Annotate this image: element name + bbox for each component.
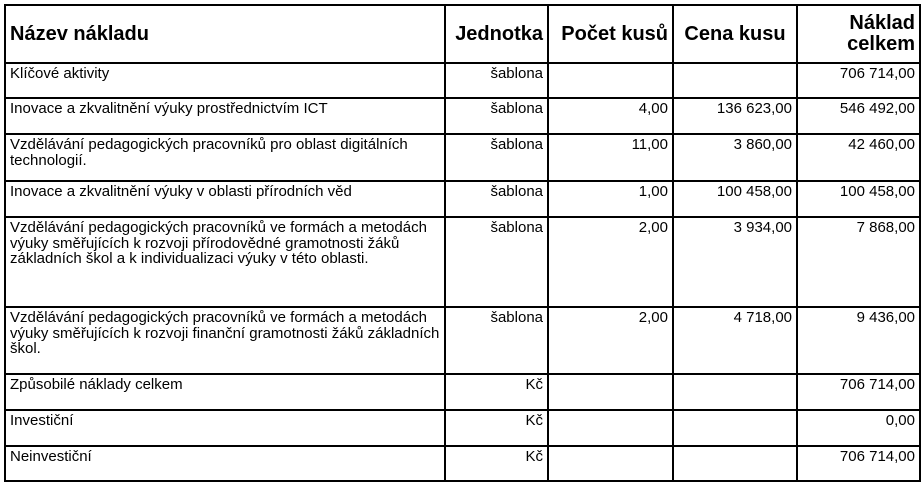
cell-name: Způsobilé náklady celkem <box>5 374 445 410</box>
table-row <box>5 446 920 481</box>
cost-table-header <box>5 5 920 63</box>
cost-table-body <box>5 63 920 481</box>
cell-name: Inovace a zkvalitnění výuky v oblasti přírodních věd <box>5 181 445 217</box>
header-total-cost: Náklad celkem <box>797 5 920 63</box>
cell-unit-price <box>673 374 797 410</box>
cell-total-cost: 706 714,00 <box>797 446 920 481</box>
table-row <box>5 98 920 134</box>
cell-unit: Kč <box>445 410 548 446</box>
cell-quantity <box>548 410 673 446</box>
cell-unit-price: 3 934,00 <box>673 217 797 307</box>
header-quantity: Počet kusů <box>548 5 673 63</box>
cell-total-cost: 706 714,00 <box>797 374 920 410</box>
cell-name: Inovace a zkvalitnění výuky prostřednictvím ICT <box>5 98 445 134</box>
table-row <box>5 217 920 307</box>
cell-quantity: 2,00 <box>548 307 673 374</box>
cell-name: Investiční <box>5 410 445 446</box>
cell-unit-price: 4 718,00 <box>673 307 797 374</box>
cell-unit: šablona <box>445 181 548 217</box>
cell-unit: šablona <box>445 134 548 181</box>
cell-total-cost: 0,00 <box>797 410 920 446</box>
table-row <box>5 181 920 217</box>
cell-unit: Kč <box>445 446 548 481</box>
table-row <box>5 134 920 181</box>
header-unit: Jednotka <box>445 5 548 63</box>
cell-unit: Kč <box>445 374 548 410</box>
cell-name: Neinvestiční <box>5 446 445 481</box>
cell-quantity <box>548 63 673 98</box>
cost-table <box>4 4 921 482</box>
cell-total-cost: 42 460,00 <box>797 134 920 181</box>
cell-unit: šablona <box>445 98 548 134</box>
cell-quantity: 2,00 <box>548 217 673 307</box>
cell-quantity <box>548 374 673 410</box>
cell-unit-price: 3 860,00 <box>673 134 797 181</box>
cell-total-cost: 706 714,00 <box>797 63 920 98</box>
table-row <box>5 410 920 446</box>
header-name: Název nákladu <box>5 5 445 63</box>
cell-unit-price <box>673 410 797 446</box>
cell-unit-price: 136 623,00 <box>673 98 797 134</box>
cell-name: Vzdělávání pedagogických pracovníků ve formách a metodách výuky směřujících k rozvoji přírodovědné gramotnosti žáků základních škol a k individualizaci výuky v této oblasti. <box>5 217 445 307</box>
cell-quantity: 4,00 <box>548 98 673 134</box>
cell-unit-price <box>673 63 797 98</box>
cell-quantity: 11,00 <box>548 134 673 181</box>
cell-quantity: 1,00 <box>548 181 673 217</box>
table-row <box>5 307 920 374</box>
cell-unit-price: 100 458,00 <box>673 181 797 217</box>
table-row <box>5 63 920 98</box>
cell-name: Vzdělávání pedagogických pracovníků ve formách a metodách výuky směřujících k rozvoji finanční gramotnosti žáků základních škol. <box>5 307 445 374</box>
cell-unit: šablona <box>445 217 548 307</box>
cell-name: Klíčové aktivity <box>5 63 445 98</box>
cell-total-cost: 546 492,00 <box>797 98 920 134</box>
cell-quantity <box>548 446 673 481</box>
cell-total-cost: 7 868,00 <box>797 217 920 307</box>
cell-total-cost: 100 458,00 <box>797 181 920 217</box>
header-row <box>5 5 920 63</box>
cell-name: Vzdělávání pedagogických pracovníků pro oblast digitálních technologií. <box>5 134 445 181</box>
table-row <box>5 374 920 410</box>
cell-unit: šablona <box>445 63 548 98</box>
cell-unit-price <box>673 446 797 481</box>
cell-total-cost: 9 436,00 <box>797 307 920 374</box>
cell-unit: šablona <box>445 307 548 374</box>
header-unit-price: Cena kusu <box>673 5 797 63</box>
